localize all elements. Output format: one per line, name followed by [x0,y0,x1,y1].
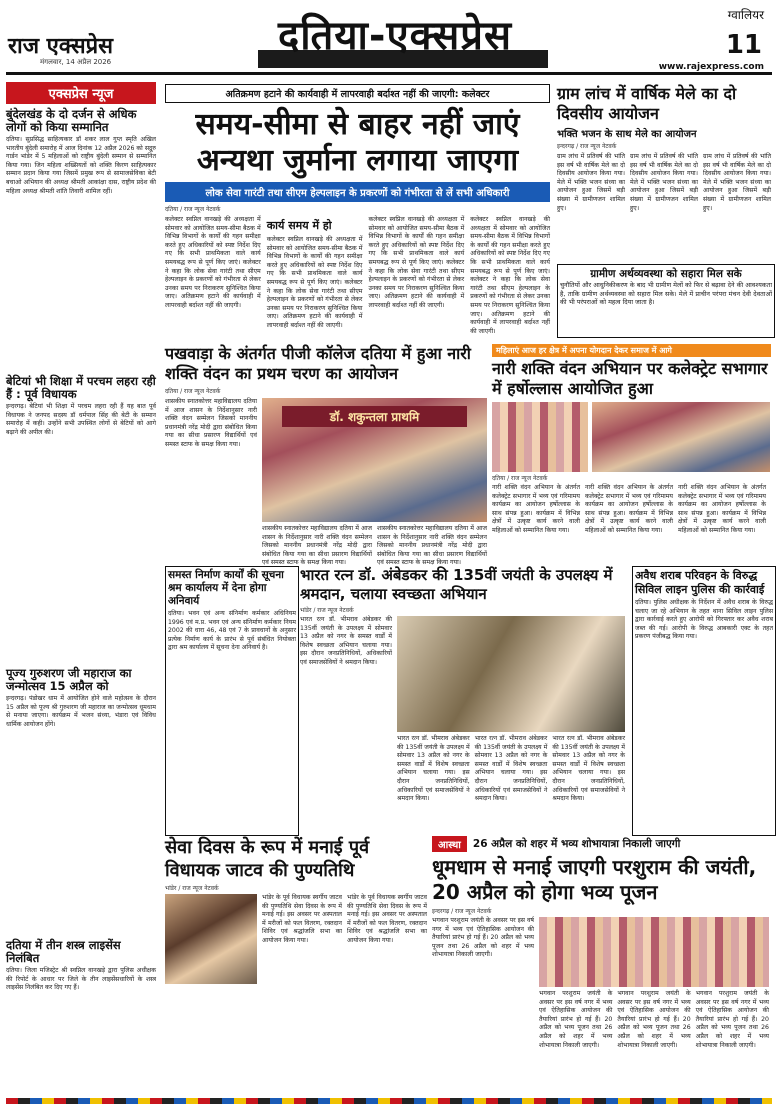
pg-body-col: शासकीय स्नातकोत्तर महाविद्यालय दतिया में आज शासन के निर्देशानुसार नारी शक्ति वंदन सम्मेलन जिसको माननीय प्रधानमंत्री नरेंद्र मोदी द्वारा संबोधित किया गया का सीधा प्रसारण विद्यार्थियों एवं समस्त स्टाफ के समक्ष किया गया। [377,525,487,567]
ambedkar-headline: भारत रत्न डॉ. अंबेडकर की 135वीं जयंती के उपलक्ष्य में श्रमदान, चलाया स्वच्छता अभियान [300,566,613,603]
ambedkar-body-col: भारत रत्न डॉ. भीमराव अंबेडकर की 135वीं जयंती के उपलक्ष्य में सोमवार 13 अप्रैल को नगर के समस्त वार्डों में विशेष स्वच्छता अभियान चलाया गया। इस दौरान जनप्रतिनिधियों, अधिकारियों एवं समाजसेवियों ने श्रमदान किया। [300,616,392,666]
nari-shakti-story [492,344,771,562]
seva-photo [165,894,257,984]
lead-headline-2: अन्यथा जुर्माना लगाया जाएगा [196,143,519,178]
lead-kicker: अतिक्रमण हटाने की कार्यवाही में लापरवाही बर्दाश्त नहीं की जाएगी: कलेक्टर [165,84,550,103]
gram-body-col: ग्राम लांच में प्रतिवर्ष की भांति इस वर्ष भी वार्षिक मेले का दो दिवसीय आयोजन किया गया। मेले में भक्ति भजन संध्या का आयोजन हुआ जिसमें बड़ी संख्या में ग्रामीणजन शामिल हुए। [630,153,698,212]
gram-title: ग्राम लांच में वार्षिक मेले का दो दिवसीय आयोजन [557,84,737,123]
parshuram-body-col: भगवान परशुराम जयंती के अवसर पर इस वर्ष नगर में भव्य एवं ऐतिहासिक आयोजन की तैयारियां प्रारंभ हो गई हैं। 20 अप्रैल को भव्य पूजन तथा 26 अप्रैल को शहर में भव्य शोभायात्रा निकाली जाएगी। [539,990,613,1049]
pg-body-col: शासकीय स्नातकोत्तर महाविद्यालय दतिया में आज शासन के निर्देशानुसार नारी शक्ति वंदन सम्मेलन जिसको माननीय प्रधानमंत्री नरेंद्र मोदी द्वारा संबोधित किया गया का सीधा प्रसारण विद्यार्थियों एवं समस्त स्टाफ के समक्ष किया गया। [165,398,257,448]
parshuram-body-col: भगवान परशुराम जयंती के अवसर पर इस वर्ष नगर में भव्य एवं ऐतिहासिक आयोजन की तैयारियां प्रारंभ हो गई हैं। 20 अप्रैल को भव्य पूजन तथा 26 अप्रैल को शहर में भव्य शोभायात्रा निकाली जाएगी। [695,990,769,1049]
economy-title: ग्रामीण अर्थव्यवस्था को सहारा मिल सके [590,268,742,280]
parshuram-body-col: भगवान परशुराम जयंती के अवसर पर इस वर्ष नगर में भव्य एवं ऐतिहासिक आयोजन की तैयारियां प्रारंभ हो गई हैं। 20 अप्रैल को भव्य पूजन तथा 26 अप्रैल को शहर में भव्य शोभायात्रा निकाली जाएगी। [617,990,691,1049]
parshuram-headline: धूमधाम से मनाई जाएगी परशुराम की जयंती, 20 अप्रैल को होगा भव्य पूजन [432,855,757,904]
sidebar-story [6,108,156,371]
parshuram-body-col: भगवान परशुराम जयंती के अवसर पर इस वर्ष नगर में भव्य एवं ऐतिहासिक आयोजन की तैयारियां प्रारंभ हो गई हैं। 20 अप्रैल को भव्य पूजन तथा 26 अप्रैल को शहर में भव्य शोभायात्रा निकाली जाएगी। [432,917,534,959]
sidebar-story [6,939,156,1117]
economy-body: चुनौतियों और आधुनिकीकरण के बाद भी ग्रामीण मेलों को फिर से बढ़ावा देने की आवश्यकता है, ताकि ग्रामीण अर्थव्यवस्था को सहारा मिल सके। मेले में प्राचीन परंपरा मंचन देवी देवताओं की भी परंपराओं को महत्व दिया जाता है। [560,281,772,307]
nari-body-col: नारी शक्ति वंदन अभियान के अंतर्गत कलेक्ट्रेट सभागार में भव्य एवं गरिमामय कार्यक्रम का आयोजन हर्षोल्लास के साथ संपन्न हुआ। कार्यक्रम में विभिन्न क्षेत्रों में उत्कृष्ट कार्य करने वाली महिलाओं को सम्मानित किया गया। [585,484,673,534]
pg-college-story [165,344,487,567]
lead-inline-heading: कार्य समय में हो [266,219,332,232]
parshuram-story [432,836,771,1096]
nari-photo-right [592,402,770,472]
seva-byline: भांडेर / राज न्यूज नेटवर्क [165,885,219,892]
ambedkar-body-col: भारत रत्न डॉ. भीमराव अंबेडकर की 135वीं जयंती के उपलक्ष्य में सोमवार 13 अप्रैल को नगर के समस्त वार्डों में विशेष स्वच्छता अभियान चलाया गया। इस दौरान जनप्रतिनिधियों, अधिकारियों एवं समाजसेवियों ने श्रमदान किया। [397,735,470,803]
ambedkar-photo [397,616,625,732]
seva-diwas-story [165,836,427,1096]
economy-box [557,264,775,338]
nari-body-col: नारी शक्ति वंदन अभियान के अंतर्गत कलेक्ट्रेट सभागार में भव्य एवं गरिमामय कार्यक्रम का आयोजन हर्षोल्लास के साथ संपन्न हुआ। कार्यक्रम में विभिन्न क्षेत्रों में उत्कृष्ट कार्य करने वाली महिलाओं को सम्मानित किया गया। [492,484,580,534]
sidebar-story-title: पूज्य गुरुशरण जी महाराज का जन्मोत्सव 15 अप्रैल को [6,666,132,693]
color-registration-strip [6,1098,772,1104]
construction-body: दतिया। भवन एवं अन्य संनिर्माण कर्मकार अधिनियम 1996 एवं म.प्र. भवन एवं अन्य संनिर्माण कर्मकार नियम 2002 की धारा 46, 48 एवं 7 के प्रावधानों के अनुसार प्रत्येक निर्माण कार्य के प्रारंभ से पूर्व संबंधित नियोक्ता द्वारा श्रम कार्यालय में सूचना देना अनिवार्य है। [168,610,296,652]
sidebar-story-title: दतिया में तीन शस्त्र लाइसेंस निलंबित [6,938,121,965]
pg-byline: दतिया / राज न्यूज नेटवर्क [165,388,221,395]
pg-event-photo [262,398,487,522]
sidebar-header: एक्सप्रेस न्यूज [6,82,156,104]
lead-byline: दतिया / राज न्यूज नेटवर्क [165,206,221,213]
lead-body-col: कलेक्टर स्वप्निल वानखड़े की अध्यक्षता में सोमवार को आयोजित समय-सीमा बैठक में विभिन्न विभागों के कार्यों की गहन समीक्षा करते हुए अधिकारियों को स्पष्ट निर्देश दिए गए कि सभी प्राथमिकता वाले कार्य समयबद्ध रूप से पूर्ण किए जाएं। कलेक्टर ने कहा कि लोक सेवा गारंटी तथा सीएम हेल्पलाइन के प्रकरणों को गंभीरता से लेकर उनका समय पर निराकरण सुनिश्चित किया जाए। अतिक्रमण हटाने की कार्यवाही में लापरवाही बर्दाश्त नहीं की जाएगी। [368,216,465,309]
ambedkar-body-col: भारत रत्न डॉ. भीमराव अंबेडकर की 135वीं जयंती के उपलक्ष्य में सोमवार 13 अप्रैल को नगर के समस्त वार्डों में विशेष स्वच्छता अभियान चलाया गया। इस दौरान जनप्रतिनिधियों, अधिकारियों एवं समाजसेवियों ने श्रमदान किया। [474,735,548,803]
ambedkar-body-col: भारत रत्न डॉ. भीमराव अंबेडकर की 135वीं जयंती के उपलक्ष्य में सोमवार 13 अप्रैल को नगर के समस्त वार्डों में विशेष स्वच्छता अभियान चलाया गया। इस दौरान जनप्रतिनिधियों, अधिकारियों एवं समाजसेवियों ने श्रमदान किया। [552,735,626,803]
issue-date: मंगलवार, 14 अप्रैल 2026 [40,58,112,66]
nari-byline: दतिया / राज न्यूज नेटवर्क [492,475,548,482]
lead-body-col: कलेक्टर स्वप्निल वानखड़े की अध्यक्षता में सोमवार को आयोजित समय-सीमा बैठक में विभिन्न विभागों के कार्यों की गहन समीक्षा करते हुए अधिकारियों को स्पष्ट निर्देश दिए गए कि सभी प्राथमिकता वाले कार्य समयबद्ध रूप से पूर्ण किए जाएं। कलेक्टर ने कहा कि लोक सेवा गारंटी तथा सीएम हेल्पलाइन के प्रकरणों को गंभीरता से लेकर उनका समय पर निराकरण सुनिश्चित किया जाए। अतिक्रमण हटाने की कार्यवाही में लापरवाही बर्दाश्त नहीं की जाएगी। [165,216,261,309]
ambedkar-byline: भांडेर / राज न्यूज नेटवर्क [300,607,354,614]
parshuram-photo [539,917,769,987]
sidebar-story-body: दतिया। जिला मजिस्ट्रेट श्री स्वप्निल वानखड़े द्वारा पुलिस अधीक्षक की रिपोर्ट के आधार पर जिले के तीन लाइसेंसधारियों के शस्त्र लाइसेंस निलंबित कर दिए गए हैं। [6,967,156,992]
pg-photo-banner: डॉ. शकुन्तला प्राथमि [282,406,467,427]
masthead-rule [6,72,772,75]
lead-body-col: कलेक्टर स्वप्निल वानखड़े की अध्यक्षता में सोमवार को आयोजित समय-सीमा बैठक में विभिन्न विभागों के कार्यों की गहन समीक्षा करते हुए अधिकारियों को स्पष्ट निर्देश दिए गए कि सभी प्राथमिकता वाले कार्य समयबद्ध रूप से पूर्ण किए जाएं। कलेक्टर ने कहा कि लोक सेवा गारंटी तथा सीएम हेल्पलाइन के प्रकरणों को गंभीरता से लेकर उनका समय पर निराकरण सुनिश्चित किया जाए। अतिक्रमण हटाने की कार्यवाही में लापरवाही बर्दाश्त नहीं की जाएगी। [470,216,550,335]
sidebar-story [6,667,156,935]
city-name: ग्वालियर [727,8,764,22]
construction-notice-box [165,566,299,836]
sidebar-column [6,82,156,1102]
gram-story [557,84,771,260]
liquor-title: अवैध शराब परिवहन के विरुद्ध सिविल लाइन पुलिस की कार्रवाई [635,569,765,596]
pg-body-col: शासकीय स्नातकोत्तर महाविद्यालय दतिया में आज शासन के निर्देशानुसार नारी शक्ति वंदन सम्मेलन जिसको माननीय प्रधानमंत्री नरेंद्र मोदी द्वारा संबोधित किया गया का सीधा प्रसारण विद्यार्थियों एवं समस्त स्टाफ के समक्ष किया गया। [262,525,372,567]
sidebar-story-title: बुंदेलखंड के दो दर्जन से अधिक लोगों को किया सम्मानित [6,107,137,134]
gram-body-col: ग्राम लांच में प्रतिवर्ष की भांति इस वर्ष भी वार्षिक मेले का दो दिवसीय आयोजन किया गया। मेले में भक्ति भजन संध्या का आयोजन हुआ जिसमें बड़ी संख्या में ग्रामीणजन शामिल हुए। [703,153,771,212]
lead-body-col: कलेक्टर स्वप्निल वानखड़े की अध्यक्षता में सोमवार को आयोजित समय-सीमा बैठक में विभिन्न विभागों के कार्यों की गहन समीक्षा करते हुए अधिकारियों को स्पष्ट निर्देश दिए गए कि सभी प्राथमिकता वाले कार्य समयबद्ध रूप से पूर्ण किए जाएं। कलेक्टर ने कहा कि लोक सेवा गारंटी तथा सीएम हेल्पलाइन के प्रकरणों को गंभीरता से लेकर उनका समय पर निराकरण सुनिश्चित किया जाए। अतिक्रमण हटाने की कार्यवाही में लापरवाही बर्दाश्त नहीं की जाएगी। [266,236,363,329]
page-number: 11 [725,30,762,60]
sidebar-story [6,375,156,663]
parshuram-byline: इन्दरगढ़ / राज न्यूज नेटवर्क [432,908,492,915]
paper-name: राज एक्सप्रेस [8,34,113,59]
seva-headline: सेवा दिवस के रूप में मनाई पूर्व विधायक जाटव की पुण्यतिथि [165,837,370,881]
lead-headline-1: समय-सीमा से बाहर नहीं जाएं [195,107,520,142]
seva-body-col: भांडेर के पूर्व विधायक स्वर्गीय जाटव की पुण्यतिथि सेवा दिवस के रूप में मनाई गई। इस अवसर पर अस्पताल में मरीजों को फल वितरण, रक्तदान शिविर एवं श्रद्धांजलि सभा का आयोजन किया गया। [262,894,342,944]
liquor-story-box [632,566,776,836]
edition-title: दतिया-एक्सप्रेस [277,13,513,59]
liquor-body: दतिया। पुलिस अधीक्षक के निर्देशन में अवैध शराब के विरुद्ध चलाए जा रहे अभियान के तहत थाना सिविल लाइन पुलिस द्वारा कार्रवाई करते हुए आरोपी को गिरफ्तार कर अवैध शराब जब्त की गई। आरोपी के विरुद्ध आबकारी एक्ट के तहत प्रकरण पंजीबद्ध किया गया। [635,599,773,641]
parshuram-kicker: 26 अप्रैल को शहर में भव्य शोभायात्रा निकाली जाएगी [472,838,681,850]
construction-title: समस्त निर्माण कार्यों की सूचना श्रम कार्यालय में देना होगा अनिवार्य [168,569,284,607]
lead-story [165,84,550,335]
nari-headline: नारी शक्ति वंदन अभियान पर कलेक्ट्रेट सभागार में हर्षोल्लास आयोजित हुआ [492,359,768,398]
parshuram-tag: आस्था [432,836,467,852]
nari-body-col: नारी शक्ति वंदन अभियान के अंतर्गत कलेक्ट्रेट सभागार में भव्य एवं गरिमामय कार्यक्रम का आयोजन हर्षोल्लास के साथ संपन्न हुआ। कार्यक्रम में विभिन्न क्षेत्रों में उत्कृष्ट कार्य करने वाली महिलाओं को सम्मानित किया गया। [678,484,766,534]
sidebar-story-body: दतिया। सुप्रसिद्ध साहित्यकार डॉ शकर लाल गुप्त स्मृति अखिल भारतीय बुंदेली समारोह में आज दिनांक 12 अप्रैल 2026 को सद्गुरु गार्डन भांडेर में 5 महिलाओं को राष्ट्रीय बुंदेली सम्मान से सम्मानित किया गया। जिन महिला शख्सियतों को शक्ति किरण साहित्यकार सम्मान प्रदान किया गया जिसमें प्रमुख रूप से सामाजसेविका बेटी बचाओ अभियान की अध्यक्ष श्रीमती आकांक्षा दास, राष्ट्रीय प्रदेश की महिला अध्यक्ष श्रीमती शांति तिवारी शामिल रहीं। [6,136,156,195]
website-url: www.rajexpress.com [658,62,764,72]
sidebar-story-body: इन्दरगढ़। पंडोखर धाम में आयोजित होने वाले महोत्सव के दौरान 15 अप्रैल को पूज्य श्री गुरुशरण जी महाराज का जन्मोत्सव धूमधाम से मनाया जाएगा। कार्यक्रम में भजन संध्या, भंडारा एवं विविध धार्मिक आयोजन होंगे। [6,695,156,728]
pg-headline: पखवाड़ा के अंतर्गत पीजी कॉलेज दतिया में हुआ नारी शक्ति वंदन का प्रथम चरण का आयोजन [165,344,471,383]
nari-tag: महिलाएं आज हर क्षेत्र में अपना योगदान देकर समाज में आगे [492,344,771,357]
nari-photo-left [492,402,588,472]
seva-body-col: भांडेर के पूर्व विधायक स्वर्गीय जाटव की पुण्यतिथि सेवा दिवस के रूप में मनाई गई। इस अवसर पर अस्पताल में मरीजों को फल वितरण, रक्तदान शिविर एवं श्रद्धांजलि सभा का आयोजन किया गया। [347,894,427,944]
gram-byline: इन्दरगढ़ / राज न्यूज नेटवर्क [557,143,617,150]
gram-subtitle: भक्ति भजन के साथ मेले का आयोजन [557,129,697,140]
ambedkar-story [300,566,626,830]
sidebar-story-title: बेटियां भी शिक्षा में परचम लहरा रही हैं : पूर्व विधायक [6,374,156,401]
gram-body-col: ग्राम लांच में प्रतिवर्ष की भांति इस वर्ष भी वार्षिक मेले का दो दिवसीय आयोजन किया गया। मेले में भक्ति भजन संध्या का आयोजन हुआ जिसमें बड़ी संख्या में ग्रामीणजन शामिल हुए। [557,153,625,212]
sidebar-story-body: इन्दरगढ़। बेटियां भी शिक्षा में परचम लहरा रही हैं यह बात पूर्व विधायक ने जनपद सदस्य डॉ धर्मपाल सिंह की बेटी के सम्मान समारोह में कही। उन्होंने सभी उपस्थित लोगों से बेटियों को आगे बढ़ाने की अपील की। [6,403,156,436]
lead-subhead: लोक सेवा गारंटी तथा सीएम हेल्पलाइन के प्रकरणों को गंभीरता से लें सभी अधिकारी [165,182,550,202]
